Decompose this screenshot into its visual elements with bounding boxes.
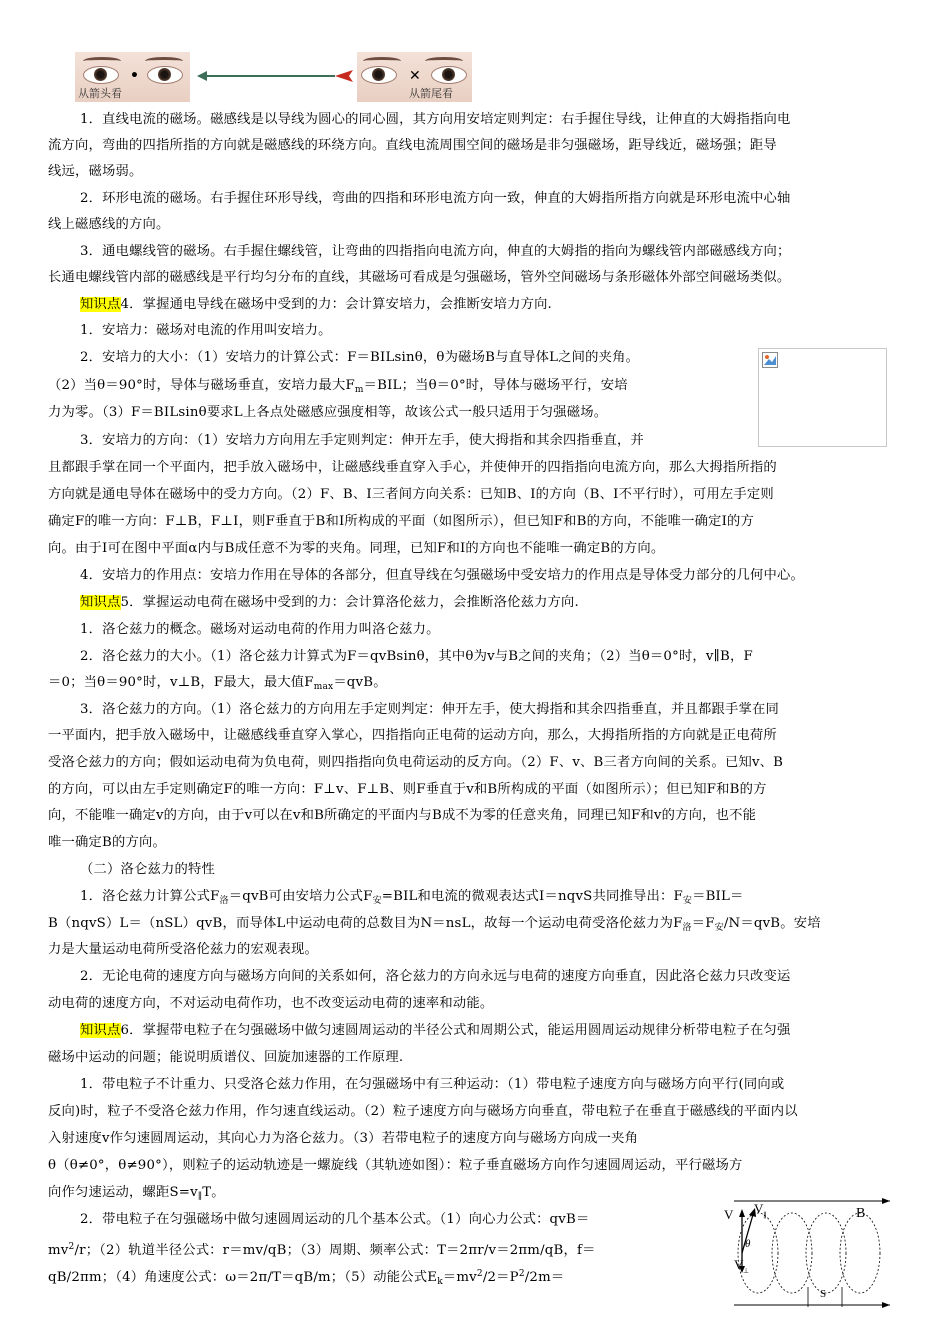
arrow-view-illustration — [75, 52, 465, 102]
para-line: 3．洛仑兹力的方向。（1）洛仑兹力的方向用左手定则判定：伸开左手，使大拇指和其余四指垂直，并且都跟手掌在同 — [80, 702, 780, 717]
para-line: B（nqvS）L＝（nSL）qvB，而导体L中运动电荷的总数目为N＝nsL，故每一个运动电荷受洛伦兹力为$F_洛=F_安/N=qvB$。安培 — [48, 916, 821, 933]
para-line: 1．洛仑兹力计算公式$F_洛=qvB$可由安培力公式$F_安=BIL$和电流的微观表达式I＝nqvS共同推导出：$F_安=BIL=$ — [80, 889, 744, 906]
para-line: 1．洛仑兹力的概念。磁场对运动电荷的作用力叫洛仑兹力。 — [80, 622, 440, 637]
para-line: 唯一确定B的方向。 — [48, 835, 166, 850]
para-line: 4．安培力的作用点：安培力作用在导体的各部分，但直导线在匀强磁场中受安培力的作用点是导体受力部分的几何中心。 — [80, 568, 804, 583]
v-perp-sub: ⊥ — [743, 1267, 750, 1275]
para-line: 2．安培力的大小：（1）安培力的计算公式：F＝BILsinθ，θ为磁场B与直导体L之间的夹角。 — [80, 350, 640, 365]
para-line: θ（θ≠0°，θ≠90°），则粒子的运动轨迹是一螺旋线（其轨迹如图）：粒子垂直磁场方向作匀速圆周运动，平行磁场方 — [48, 1158, 743, 1173]
para-line: 流方向，弯曲的四指所指的方向就是磁感线的环绕方向。直线电流周围空间的磁场是非匀强磁场，距导线近，磁场强；距导 — [48, 138, 777, 153]
kp-tag: 知识点 — [80, 1023, 121, 1038]
para-line: $mv^2/r$；（2）轨道半径公式：r＝mv/qB；（3）周期、频率公式：T＝2πr/v＝2πm/qB，f＝ — [48, 1242, 596, 1258]
para-line: 入射速度v作匀速圆周运动，其向心力为洛仑兹力。（3）若带电粒子的速度方向与磁场方向成一夹角 — [48, 1131, 639, 1146]
kp-tag: 知识点 — [80, 595, 121, 610]
para-line: 线远，磁场弱。 — [48, 164, 143, 179]
helix-trajectory-figure — [712, 1195, 907, 1315]
cross-marker: ✕ — [409, 68, 421, 84]
para-line: 力为零。（3）F＝BILsinθ要求L上各点处磁感应强度相等，故该公式一般只适用于匀强磁场。 — [48, 405, 608, 420]
para-line: 的方向，可以由左手定则确定F的唯一方向：F⊥v、F⊥B、则F垂直于v和B所构成的平面（如图所示）；但已知F和B的方 — [48, 782, 767, 797]
para-line: 2．无论电荷的速度方向与磁场方向间的关系如何，洛仑兹力的方向永远与电荷的速度方向垂直，因此洛仑兹力只改变运 — [80, 969, 791, 984]
figure-placeholder — [758, 348, 887, 447]
knowledge-point-6: 知识点6．掌握带电粒子在匀强磁场中做匀速圆周运动的半径公式和周期公式，能运用圆周运动规律分析带电粒子在匀强 — [80, 1023, 791, 1038]
para-line: 2．环形电流的磁场。右手握住环形导线，弯曲的四指和环形电流方向一致，伸直的大姆指所指方向就是环形电流中心轴 — [80, 191, 791, 206]
para-line: 确定F的唯一方向：F⊥B，F⊥I，则F垂直于B和I所构成的平面（如图所示），但已知F和B的方向，不能唯一确定I的方 — [48, 514, 755, 529]
b-label: B — [856, 1206, 866, 1221]
para-line: 线上磁感线的方向。 — [48, 217, 170, 232]
para-line: 2．洛仑兹力的大小。（1）洛仑兹力计算式为F＝qvBsinθ，其中θ为v与B之间的夹角；（2）当θ＝0°时，v∥B，F — [80, 649, 753, 664]
para-line: qB/2πm；（4）角速度公式：ω＝2π/T＝qB/m；（5）动能公式$E_k=mv^2/2=P^2/2m=$ — [48, 1269, 565, 1287]
v-label: V — [724, 1207, 734, 1222]
para-line: 动电荷的速度方向，不对运动电荷作功，也不改变运动电荷的速率和动能。 — [48, 996, 494, 1011]
v-perp-label: V — [734, 1257, 744, 1272]
para-line: 长通电螺线管内部的磁感线是平行均匀分布的直线，其磁场可看成是匀强磁场，管外空间磁场与条形磁体外部空间磁场类似。 — [48, 270, 791, 285]
arrow-icon — [195, 66, 355, 86]
para-line: 受洛仑兹力的方向；假如运动电荷为负电荷，则四指指向负电荷运动的反方向。（2）F、v、B三者方向间的关系。已知v、B — [48, 755, 784, 770]
para-line: 1．带电粒子不计重力、只受洛仑兹力作用，在匀强磁场中有三种运动：（1）带电粒子速度方向与磁场方向平行(同向或 — [80, 1077, 785, 1092]
para-line: 3．通电螺线管的磁场。右手握住螺线管，让弯曲的四指指向电流方向，伸直的大姆指的指向为螺线管内部磁感线方向； — [80, 244, 791, 259]
left-caption: 从箭头看 — [78, 87, 122, 100]
para-line: （2）当θ＝90°时，导体与磁场垂直，安培力最大$F_m=BIL$；当θ＝0°时，导体与磁场平行，安培 — [48, 378, 628, 395]
para-line: 磁场中运动的问题；能说明质谱仪、回旋加速器的工作原理. — [48, 1050, 404, 1065]
para-line: 向作匀速运动，螺距$S=v_\parallel T$。 — [48, 1185, 225, 1202]
section-title: （二）洛仑兹力的特性 — [80, 862, 215, 877]
para-line: 2．带电粒子在匀强磁场中做匀速圆周运动的几个基本公式。（1）向心力公式：qvB＝ — [80, 1212, 590, 1227]
s-label: S — [820, 1288, 827, 1300]
right-caption: 从箭尾看 — [409, 87, 453, 100]
v-parallel-label: V — [754, 1201, 764, 1216]
para-line: 一平面内，把手放入磁场中，让磁感线垂直穿入掌心，四指指向正电荷的运动方向，那么，大拇指所指的方向就是正电荷所 — [48, 728, 777, 743]
kp-tag: 知识点 — [80, 297, 121, 312]
para-line: 3．安培力的方向：（1）安培力方向用左手定则判定：伸开左手，使大拇指和其余四指垂直，并 — [80, 433, 645, 448]
theta-label: θ — [745, 1238, 751, 1250]
para-line: 方向就是通电导体在磁场中的受力方向。（2）F、B、I三者间方向关系：已知B、I的方向（B、I不平行时），可用左手定则 — [48, 487, 774, 502]
para-line: 向。由于I可在图中平面α内与B成任意不为零的夹角。同理，已知F和I的方向也不能唯一确定B的方向。 — [48, 541, 665, 556]
para-line: ＝0；当θ＝90°时，v⊥B，F最大，最大值$F_{max}=qvB$。 — [48, 675, 387, 692]
knowledge-point-4: 知识点4．掌握通电导线在磁场中受到的力：会计算安培力，会推断安培力方向. — [80, 297, 552, 312]
para-line: 向，不能唯一确定v的方向，由于v可以在v和B所确定的平面内与B成不为零的任意夹角，同理已知F和v的方向，也不能 — [48, 808, 757, 823]
para-line: 1．直线电流的磁场。磁感线是以导线为圆心的同心圆，其方向用安培定则判定：右手握住导线，让伸直的大姆指指向电 — [80, 112, 791, 127]
para-line: 力是大量运动电荷所受洛伦兹力的宏观表现。 — [48, 942, 318, 957]
para-line: 1．安培力：磁场对电流的作用叫安培力。 — [80, 323, 332, 338]
para-line: 反向)时，粒子不受洛仑兹力作用，作匀速直线运动。（2）粒子速度方向与磁场方向垂直，带电粒子在垂直于磁感线的平面内以 — [48, 1104, 798, 1119]
knowledge-point-5: 知识点5．掌握运动电荷在磁场中受到的力：会计算洛伦兹力，会推断洛伦兹力方向. — [80, 595, 579, 610]
para-line: 且都跟手掌在同一个平面内，把手放入磁场中，让磁感线垂直穿入手心，并使伸开的四指指向电流方向，那么大拇指所指的 — [48, 460, 777, 475]
broken-image-icon — [762, 352, 778, 368]
eye-right-image — [357, 52, 472, 102]
dot-marker: • — [130, 68, 139, 84]
eye-left-image — [75, 52, 190, 102]
v-parallel-sub: ∥ — [763, 1211, 767, 1219]
